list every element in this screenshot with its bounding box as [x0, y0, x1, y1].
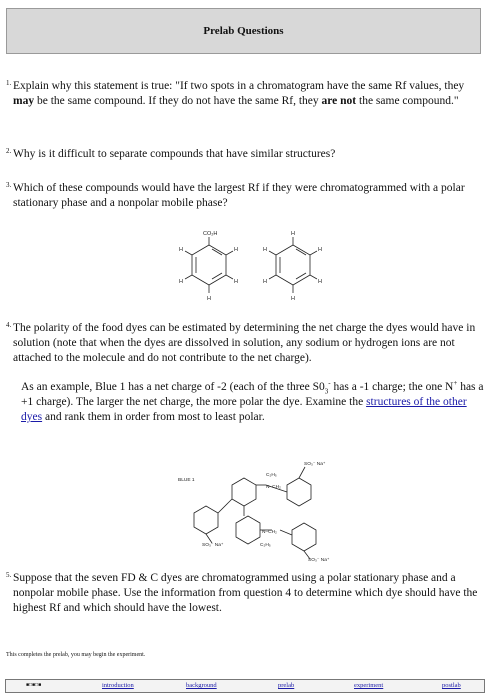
- label-blue-1: BLUE 1: [178, 478, 195, 483]
- label-h: H: [318, 279, 322, 285]
- label-c2h5: C₂H₅: [266, 473, 277, 478]
- emphasis-are-not: are not: [321, 95, 357, 107]
- label-h: H: [263, 279, 267, 285]
- label-h: H: [234, 279, 238, 285]
- label-n-ch2: N–CH₂: [262, 530, 277, 535]
- question-text: the same compound.": [356, 95, 459, 107]
- question-number: 1.: [6, 79, 12, 87]
- nav-link-background[interactable]: background: [186, 682, 217, 689]
- closing-note: This completes the prelab, you may begin the experiment.: [6, 652, 146, 658]
- question-2: [6, 147, 484, 162]
- question-text: Explain why this statement is true: "If two spots in a chromatogram have the same Rf values, they: [13, 80, 465, 92]
- question-paragraph: The polarity of the food dyes can be estimated by determining the net charge the dyes would have in solution (note that when the dyes are dissolved in solution, any sodium or hydrogen ions are not attached to the molecule and do not contribute to the net charge).: [13, 322, 476, 364]
- header-bar: [6, 8, 481, 54]
- nav-link-introduction[interactable]: introduction: [102, 682, 134, 689]
- label-c2h5: C₂H₅: [260, 543, 271, 548]
- label-so3na: SO₃⁻ Na⁺: [308, 558, 330, 563]
- nav-link-experiment[interactable]: experiment: [354, 682, 384, 689]
- label-n-ch2: N–CH₂: [266, 485, 281, 490]
- label-h: H: [263, 247, 267, 253]
- question-number: 4.: [6, 321, 12, 329]
- label-co2h: CO₂H: [203, 231, 218, 237]
- nav-link-postlab[interactable]: postlab: [442, 682, 461, 689]
- question-3: [6, 181, 484, 211]
- question-text: be the same compound. If they do not have the same Rf, they: [34, 95, 322, 107]
- label-h: H: [207, 296, 211, 302]
- label-h: H: [291, 296, 295, 302]
- navigation-bar: [5, 679, 485, 693]
- label-so3na: SO₃⁻ Na⁺: [202, 543, 224, 548]
- page-title: Prelab Questions: [203, 25, 284, 37]
- label-h: H: [179, 247, 183, 253]
- benzene-structures-figure: [168, 227, 338, 312]
- question-1: [6, 79, 484, 109]
- question-text: Which of these compounds would have the largest Rf if they were chromatogrammed with a polar stationary phase and a nonpolar mobile phase?: [13, 182, 465, 209]
- question-number: 2.: [6, 147, 12, 155]
- question-text: Suppose that the seven FD & C dyes are chromatogrammed using a polar stationary phase and a nonpolar mobile phase. Use the information from question 4 to determine which dye should have the highest Rf and which should have the lowest.: [13, 572, 478, 614]
- question-number: 5.: [6, 571, 12, 579]
- label-h: H: [318, 247, 322, 253]
- dye-structures-link[interactable]: structures of the other dyes: [21, 396, 467, 423]
- nav-link-prelab[interactable]: prelab: [278, 682, 295, 689]
- blue-1-structure-figure: [162, 455, 362, 565]
- label-h: H: [179, 279, 183, 285]
- label-so3na: SO₃⁻ Na⁺: [304, 462, 326, 467]
- question-text: Why is it difficult to separate compounds that have similar structures?: [13, 148, 336, 160]
- emphasis-may: may: [13, 95, 35, 107]
- question-5: [6, 571, 484, 616]
- label-h: H: [234, 247, 238, 253]
- nav-icons: ■□■□■: [26, 683, 42, 688]
- question-number: 3.: [6, 181, 12, 189]
- question-paragraph: As an example, Blue 1 has a net charge of -2 (each of the three $S0_3^-$ has a -1 charge; the one N+ has a +1 charge). The larger the net charge, the more polar the dye. Examine the structures of the other dyes and rank them in order from most to least polar.: [21, 379, 484, 423]
- question-4: [6, 321, 484, 425]
- label-h: H: [291, 231, 295, 237]
